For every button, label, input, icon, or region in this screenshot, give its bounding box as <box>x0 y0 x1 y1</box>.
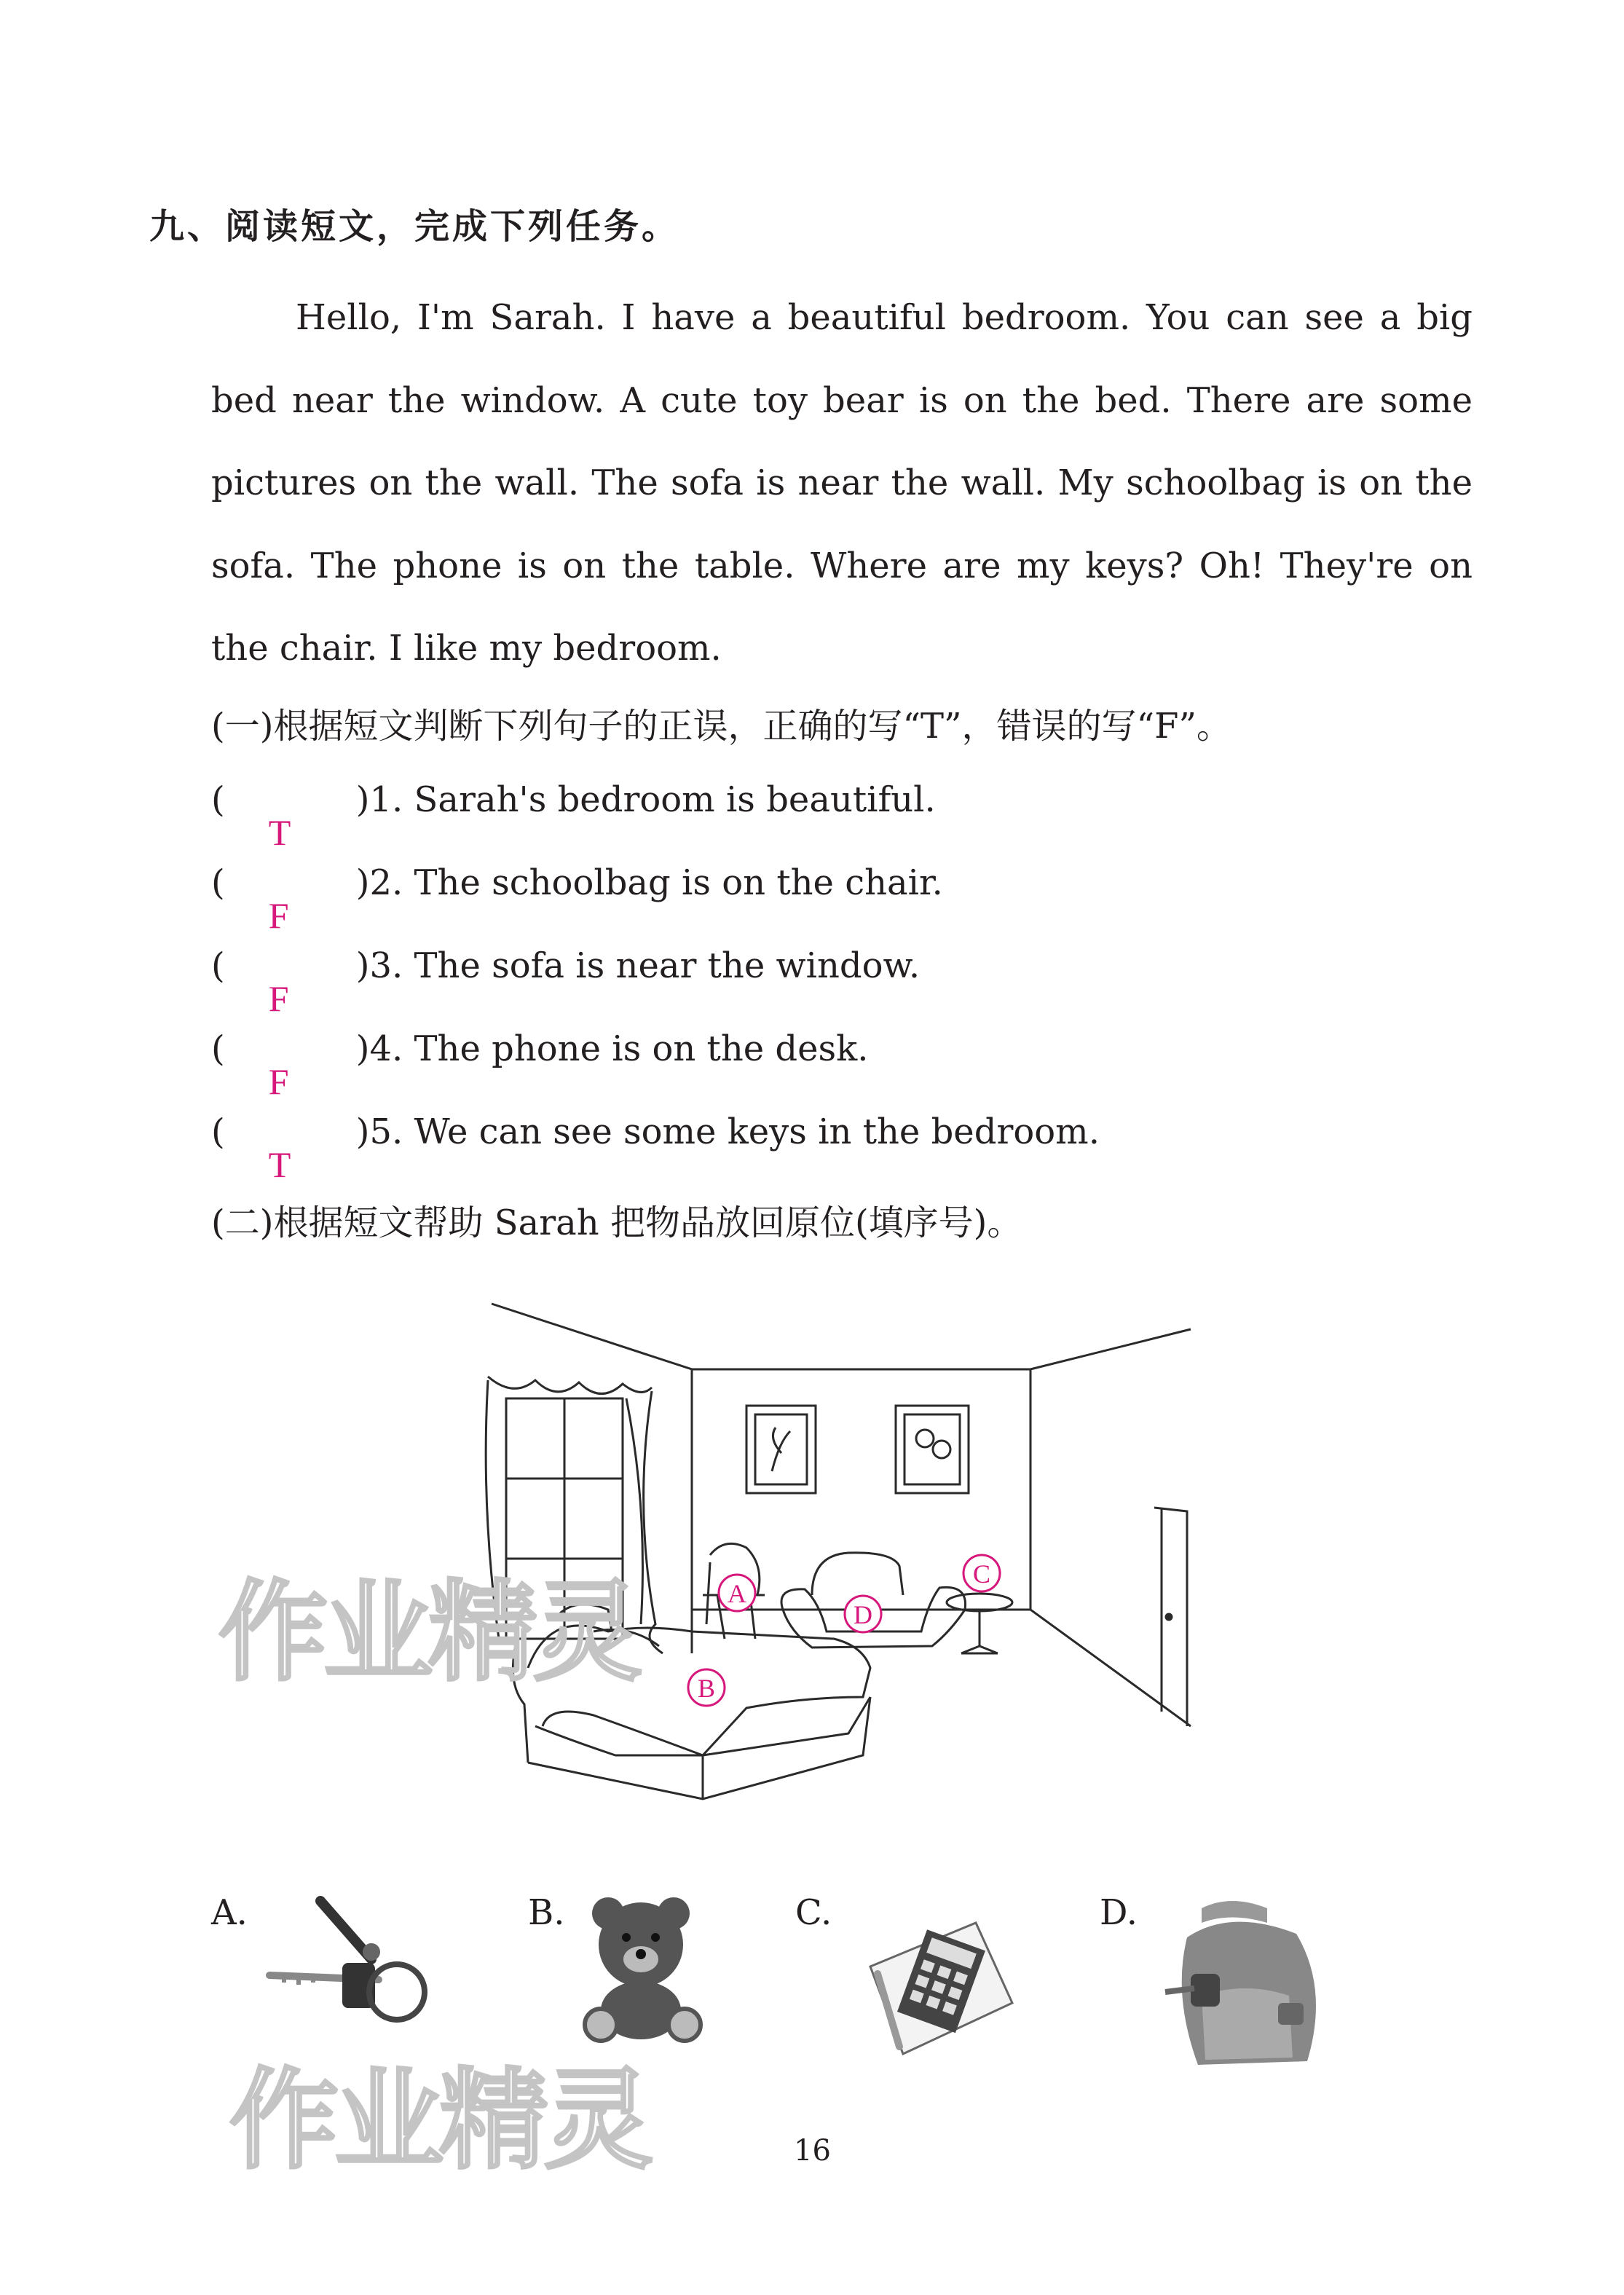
option-d-label: D. <box>1100 1892 1138 1933</box>
question-3-text: )3. The sofa is near the window. <box>355 945 921 986</box>
marker-b: B <box>697 1674 716 1703</box>
part1-instruction: (一)根据短文判断下列句子的正误，正确的写“T”，错误的写“F”。 <box>211 706 1231 747</box>
question-4-text: )4. The phone is on the desk. <box>355 1028 869 1069</box>
answer-3: F <box>268 978 289 1019</box>
teddy-bear-icon <box>575 1890 714 2043</box>
page-number: 16 <box>794 2134 831 2168</box>
phone-icon <box>859 1908 1020 2076</box>
watermark-2: 作业精灵 <box>229 2058 650 2184</box>
answer-4: F <box>268 1061 289 1102</box>
question-1-text: )1. Sarah's bedroom is beautiful. <box>355 779 936 820</box>
answer-5: T <box>268 1144 291 1185</box>
question-4: ( F )4. The phone is on the desk. <box>211 1028 869 1102</box>
marker-c: C <box>972 1559 991 1589</box>
section-heading: 九、阅读短文，完成下列任务。 <box>149 206 680 247</box>
reading-passage: Hello, I'm Sarah. I have a beautiful bedroom. You can see a big bed near the window. A cute toy bear is on the bed. There are some pictures on the wall. The sofa is near the wall. My schoolbag is on the sofa. The phone is on the table. Where are my keys? Oh! They're on the chair. I like my bedroom. <box>211 297 1473 669</box>
marker-d: D <box>854 1600 872 1629</box>
marker-a: A <box>728 1579 746 1608</box>
option-a-label: A. <box>211 1892 248 1933</box>
answer-2: F <box>268 895 289 936</box>
question-2: ( F )2. The schoolbag is on the chair. <box>211 862 943 936</box>
question-5-text: )5. We can see some keys in the bedroom. <box>355 1111 1100 1152</box>
question-1: ( T )1. Sarah's bedroom is beautiful. <box>211 779 936 853</box>
question-5: ( T )5. We can see some keys in the bedroom. <box>211 1111 1100 1185</box>
option-b-label: B. <box>528 1892 565 1933</box>
schoolbag-icon <box>1158 1894 1333 2076</box>
question-2-text: )2. The schoolbag is on the chair. <box>355 862 943 903</box>
part2-instruction: (二)根据短文帮助 Sarah 把物品放回原位(填序号)。 <box>211 1202 1022 1243</box>
option-c-label: C. <box>795 1892 832 1933</box>
answer-1: T <box>268 812 291 853</box>
keys-icon <box>262 1894 444 2032</box>
question-3: ( F )3. The sofa is near the window. <box>211 945 921 1019</box>
watermark: 作业精灵 <box>218 1570 639 1696</box>
